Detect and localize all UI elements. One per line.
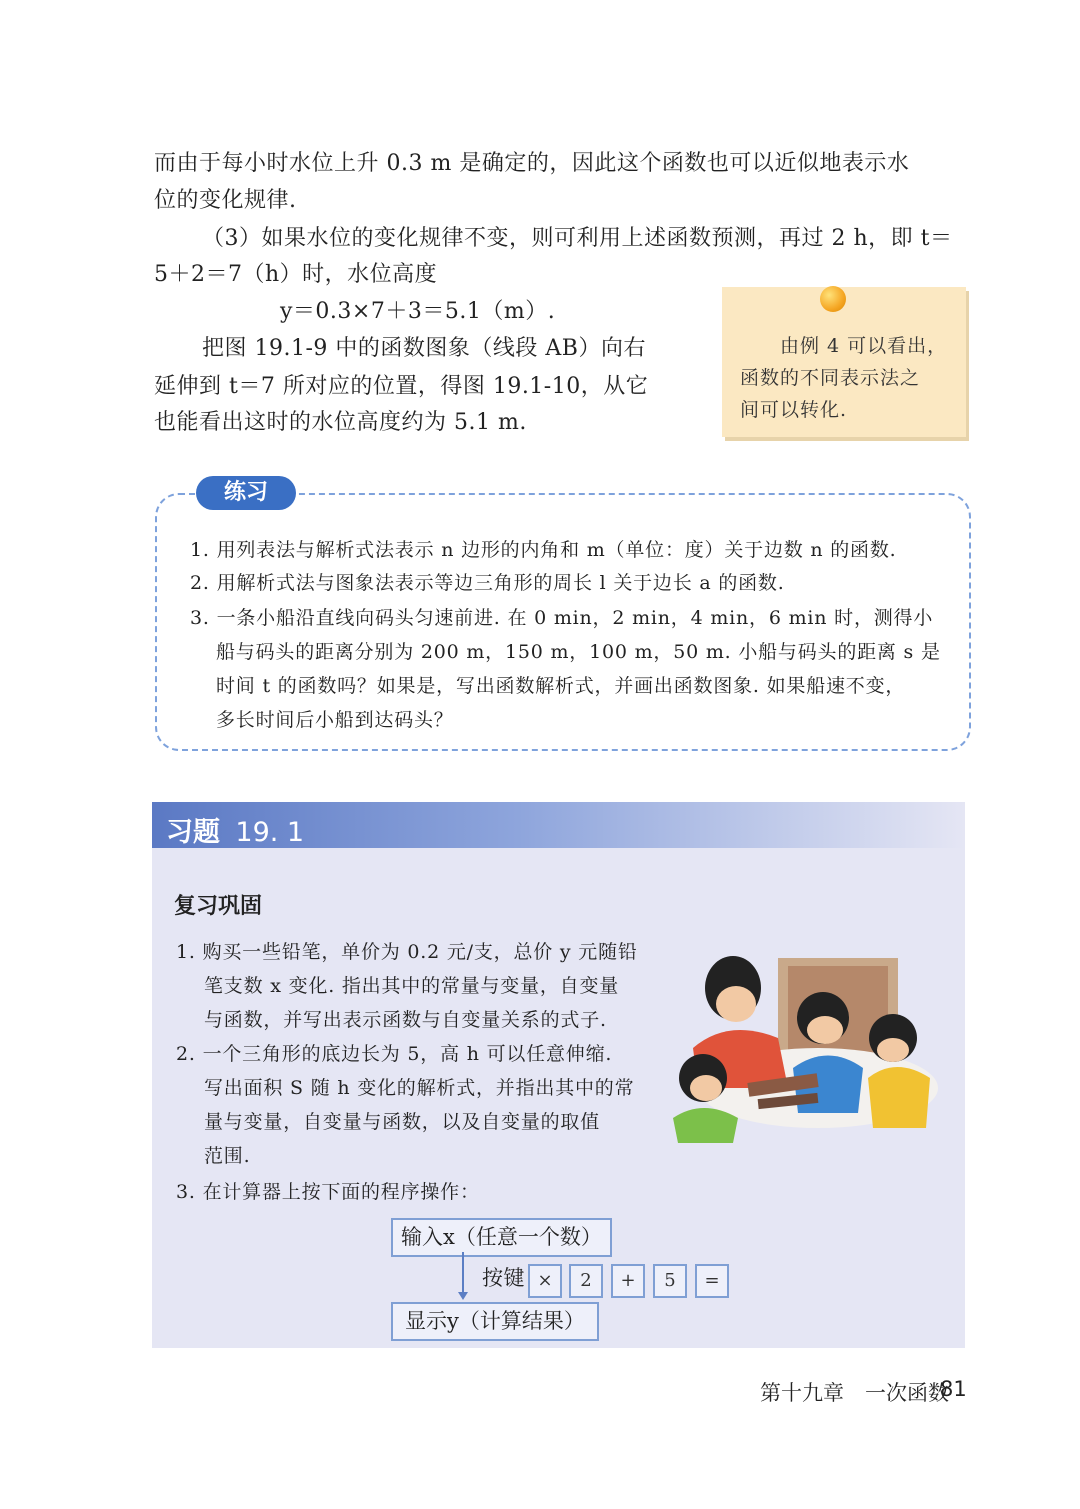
exercise-3: 3. 在计算器上按下面的程序操作：	[176, 1181, 480, 1203]
exercise-1-cont-2: 与函数，并写出表示函数与自变量关系的式子.	[204, 1009, 607, 1031]
exercise-1: 1. 购买一些铅笔，单价为 0.2 元/支，总价 y 元随铅	[176, 941, 638, 963]
practice-item-3-cont-1: 船与码头的距离分别为 200 m，150 m，100 m，50 m. 小船与码头的距离 s 是	[216, 641, 941, 663]
note-line-1: 由例 4 可以看出，	[780, 335, 948, 357]
exercises-subtitle: 复习巩固	[174, 894, 263, 919]
body-formula: y＝0.3×7＋3＝5.1（m）.	[280, 299, 556, 324]
pushpin-icon	[820, 286, 846, 312]
exercise-2-cont-3: 范围.	[204, 1145, 251, 1167]
body-line-6: 延伸到 t＝7 所对应的位置，得图 19.1-10，从它	[154, 374, 649, 399]
practice-item-1: 1. 用列表法与解析式法表示 n 边形的内角和 m（单位：度）关于边数 n 的函数.	[190, 539, 897, 561]
key-plus: +	[611, 1264, 645, 1298]
side-note	[722, 287, 966, 437]
students-illustration	[668, 938, 950, 1146]
flow-output-box: 显示y（计算结果）	[391, 1302, 599, 1341]
practice-tag: 练习	[196, 476, 296, 510]
exercises-title-label: 习题	[166, 817, 220, 848]
key-multiply: ×	[528, 1264, 562, 1298]
page-number: 81	[940, 1377, 967, 1401]
body-line-5: 把图 19.1-9 中的函数图象（线段 AB）向右	[202, 336, 646, 361]
note-line-3: 间可以转化.	[740, 399, 848, 421]
footer-chapter: 第十九章 一次函数	[760, 1381, 949, 1405]
note-line-2: 函数的不同表示法之	[740, 367, 921, 389]
exercise-2-cont-2: 量与变量，自变量与函数，以及自变量的取值	[204, 1111, 601, 1133]
body-line-2: 位的变化规律.	[154, 188, 297, 213]
body-line-1: 而由于每小时水位上升 0.3 m 是确定的，因此这个函数也可以近似地表示水	[154, 151, 910, 176]
practice-item-3-cont-2: 时间 t 的函数吗？如果是，写出函数解析式，并画出函数图象. 如果船速不变，	[216, 675, 906, 697]
key-5: 5	[653, 1264, 687, 1298]
practice-item-3-cont-3: 多长时间后小船到达码头？	[216, 709, 454, 731]
exercise-2: 2. 一个三角形的底边长为 5，高 h 可以任意伸缩.	[176, 1043, 613, 1065]
key-2: 2	[569, 1264, 603, 1298]
flow-input-box: 输入x（任意一个数）	[391, 1218, 612, 1257]
key-equals: =	[695, 1264, 729, 1298]
practice-item-2: 2. 用解析式法与图象法表示等边三角形的周长 l 关于边长 a 的函数.	[190, 572, 785, 594]
practice-item-3: 3. 一条小船沿直线向码头匀速前进. 在 0 min，2 min，4 min，6 min 时，测得小	[190, 607, 934, 629]
exercises-title-number: 19. 1	[235, 817, 305, 848]
exercise-2-cont-1: 写出面积 S 随 h 变化的解析式，并指出其中的常	[204, 1077, 635, 1099]
body-line-7: 也能看出这时的水位高度约为 5.1 m.	[154, 410, 527, 435]
body-line-4: 5＋2＝7（h）时，水位高度	[154, 262, 438, 287]
flow-connector	[455, 1252, 475, 1302]
body-line-3: （3）如果水位的变化规律不变，则可利用上述函数预测，再过 2 h，即 t＝	[202, 226, 953, 251]
exercises-title	[166, 810, 304, 849]
exercise-1-cont-1: 笔支数 x 变化. 指出其中的常量与变量，自变量	[204, 975, 620, 997]
flow-press-label: 按键	[482, 1266, 525, 1290]
